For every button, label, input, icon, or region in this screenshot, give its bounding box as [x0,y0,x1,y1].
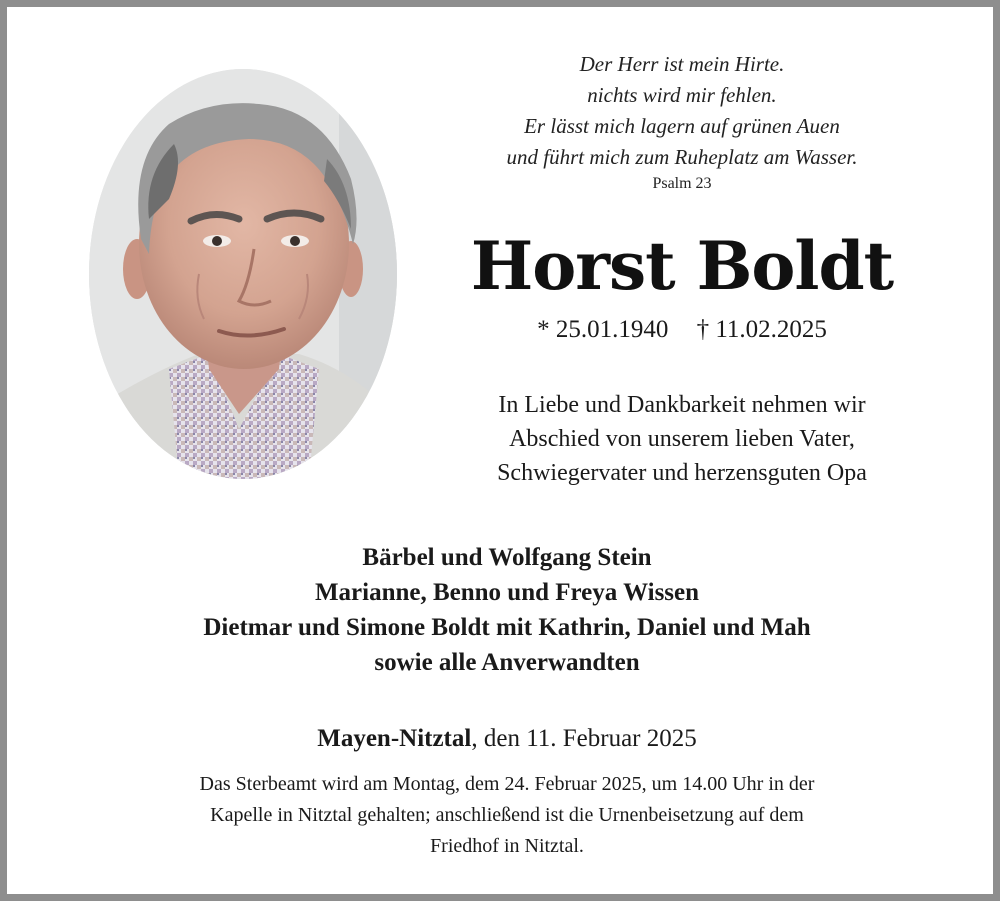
psalm-line: und führt mich zum Ruheplatz am Wasser. [506,145,858,169]
death-date: † 11.02.2025 [696,316,827,343]
place-name: Mayen-Nitztal [317,725,472,752]
life-dates [427,316,937,344]
psalm-line: Der Herr ist mein Hirte. [579,52,785,76]
mourner-entry: Marianne, Benno und Freya Wissen [314,579,700,606]
mourners-list [47,540,967,680]
portrait-photo [89,69,397,479]
psalm-line: nichts wird mir fehlen. [587,83,777,107]
service-information [67,769,947,862]
mourner-entry: sowie alle Anverwandten [374,649,640,676]
service-line: Friedhof in Nitztal. [430,835,584,857]
message-line: Abschied von unserem lieben Vater, [509,426,855,452]
message-line: Schwiegervater und herzensguten Opa [497,460,867,486]
notice-date: , den 11. Februar 2025 [471,725,697,752]
psalm-reference: Psalm 23 [652,175,712,192]
birth-date: * 25.01.1940 [537,316,669,343]
deceased-name: Horst Boldt [470,227,894,305]
service-line: Das Sterbeamt wird am Montag, dem 24. Februar 2025, um 14.00 Uhr in der [199,773,815,795]
mourner-entry: Dietmar und Simone Boldt mit Kathrin, Daniel und Mah [203,614,811,641]
psalm-quote [427,49,937,173]
farewell-message [427,388,937,490]
place-and-date [47,725,967,753]
service-line: Kapelle in Nitztal gehalten; anschließend ist die Urnenbeisetzung auf dem [210,804,804,826]
message-line: In Liebe und Dankbarkeit nehmen wir [498,392,866,418]
psalm-line: Er lässt mich lagern auf grünen Auen [524,114,840,138]
mourner-entry: Bärbel und Wolfgang Stein [362,544,652,571]
